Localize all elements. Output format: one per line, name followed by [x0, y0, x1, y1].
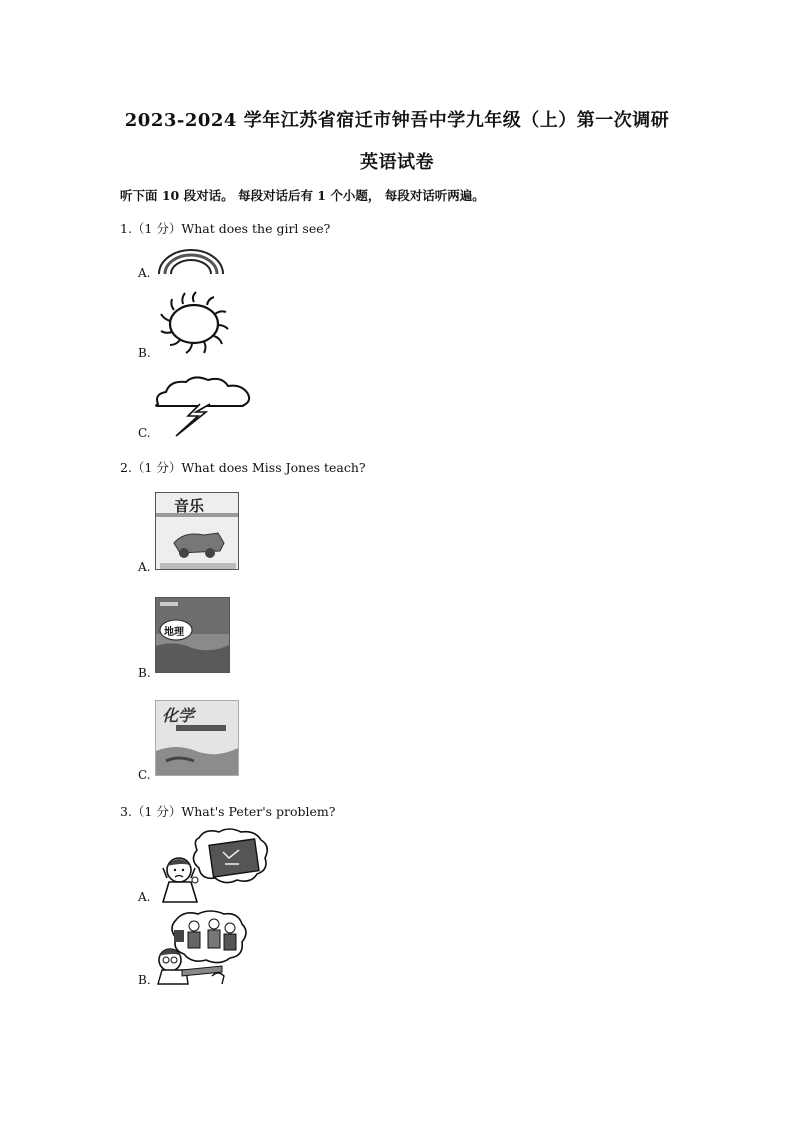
question-2-option-a-letter: A.	[138, 560, 151, 574]
listening-instruction: 听下面 10 段对话。 每段对话后有 1 个小题， 每段对话听两遍。	[120, 188, 485, 203]
sun-icon	[152, 290, 236, 356]
question-2-option-c-letter: C.	[138, 768, 151, 782]
question-1-option-b-letter: B.	[138, 346, 151, 360]
page-title-line2: 英语试卷	[360, 152, 434, 173]
question-2-option-b-letter: B.	[138, 666, 151, 680]
geography-book-title: 地理	[164, 627, 184, 638]
question-1-option-c-letter: C.	[138, 426, 151, 440]
student-worried-exam-icon	[155, 828, 275, 904]
question-3-text: 3.（1 分）What's Peter's problem?	[120, 804, 336, 819]
question-3-option-a-letter: A.	[138, 890, 151, 904]
rainbow-icon	[155, 246, 227, 276]
geography-book-icon	[155, 597, 230, 673]
question-1-option-a-letter: A.	[138, 266, 151, 280]
question-2-text: 2.（1 分）What does Miss Jones teach?	[120, 460, 366, 475]
music-book-icon	[155, 492, 239, 570]
thunderstorm-icon	[152, 374, 252, 438]
chemistry-book-title: 化学	[162, 706, 195, 725]
page-title-line1: 2023-2024 学年江苏省宿迁市钟吾中学九年级（上）第一次调研	[124, 110, 670, 131]
question-1-text: 1.（1 分）What does the girl see?	[120, 221, 331, 236]
chemistry-book-icon	[155, 700, 239, 776]
student-thinking-people-icon	[152, 910, 252, 986]
music-book-title: 音乐	[174, 497, 205, 515]
question-3-option-b-letter: B.	[138, 973, 151, 987]
